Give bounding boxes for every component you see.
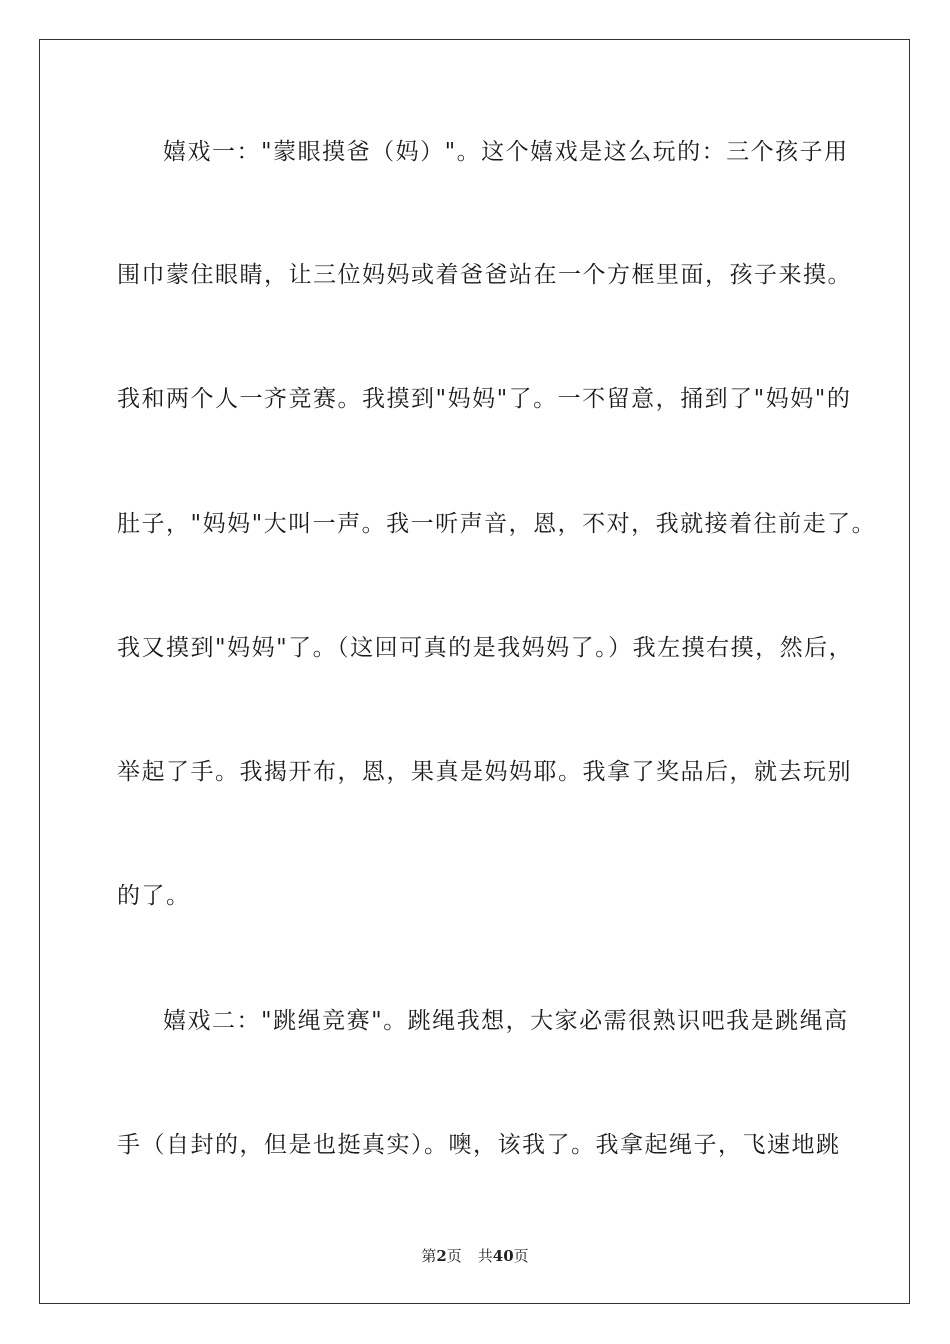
paragraph-1-line-7: 的了。 [117,883,191,909]
paragraph-2-line-2: 手（自封的，但是也挺真实）。噢，该我了。我拿起绳子，飞速地跳 [117,1132,841,1158]
page-border [39,39,910,1304]
paragraph-2-line-1: 嬉戏二："跳绳竞赛"。跳绳我想，大家必需很熟识吧我是跳绳高 [163,1008,849,1034]
paragraph-1-line-6: 举起了手。我揭开布，恩，果真是妈妈耶。我拿了奖品后，就去玩别 [117,759,852,785]
paragraph-1-line-3: 我和两个人一齐竞赛。我摸到"妈妈"了。一不留意，捅到了"妈妈"的 [117,386,852,412]
paragraph-1-line-1: 嬉戏一："蒙眼摸爸（妈）"。这个嬉戏是这么玩的：三个孩子用 [163,139,849,165]
paragraph-1-line-5: 我又摸到"妈妈"了。（这回可真的是我妈妈了。）我左摸右摸，然后， [117,635,854,661]
paragraph-1-line-4: 肚子，"妈妈"大叫一声。我一听声音，恩，不对，我就接着往前走了。 [117,511,877,537]
page-prefix: 第 [421,1247,437,1265]
page-number: 2 [436,1247,447,1265]
page-footer [0,1246,950,1266]
total-suffix: 页 [513,1247,529,1265]
page-suffix: 页 [446,1247,462,1265]
total-pages: 40 [492,1247,514,1265]
total-prefix: 共 [477,1247,493,1265]
paragraph-1-line-2: 围巾蒙住眼睛，让三位妈妈或着爸爸站在一个方框里面，孩子来摸。 [117,262,852,288]
